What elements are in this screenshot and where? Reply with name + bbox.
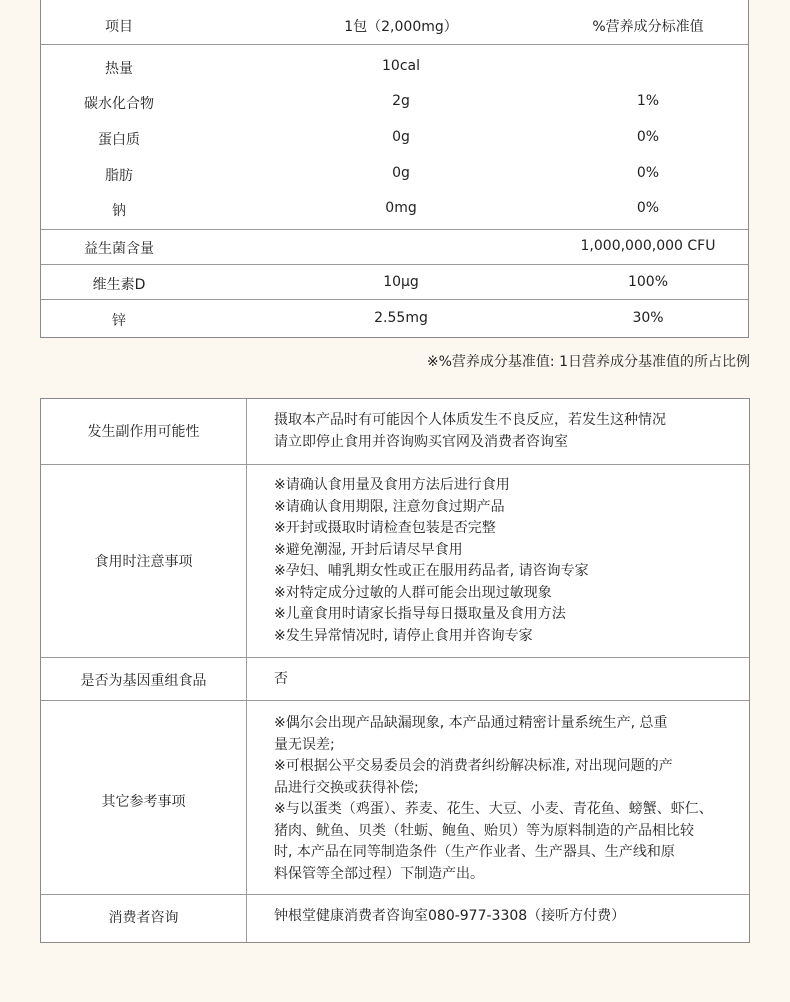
nutrient-name: 益生菌含量	[84, 241, 154, 257]
divider	[41, 229, 748, 230]
divider	[41, 894, 749, 895]
nutrient-dv: 1,000,000,000 CFU	[580, 238, 716, 254]
header-item: 项目	[105, 19, 133, 35]
text-line: 品进行交换或获得补偿;	[274, 779, 419, 796]
text-line: ※请确认食用量及食用方法后进行食用	[274, 477, 510, 493]
text-line: ※与以蛋类（鸡蛋）、荞麦、花生、大豆、小麦、青花鱼、螃蟹、虾仁、	[274, 801, 713, 817]
nutrient-amount: 0g	[392, 165, 410, 181]
nutrient-amount: 10μg	[383, 274, 419, 290]
nutrient-amount: 2.55mg	[374, 310, 428, 326]
nutrient-dv: 0%	[636, 200, 660, 216]
nutrient-amount: 10cal	[382, 58, 420, 74]
nutrient-dv: 100%	[627, 274, 669, 290]
text-line: ※孕妇、哺乳期女性或正在服用药品者, 请咨询专家	[274, 563, 589, 579]
nutrient-name: 锌	[112, 313, 126, 329]
divider	[41, 464, 749, 465]
side-effects-label: 发生副作用可能性	[87, 424, 200, 440]
nutrient-amount: 2g	[392, 93, 410, 109]
consumer-label: 消费者咨询	[108, 910, 179, 926]
text-line: ※可根据公平交易委员会的消费者纠纷解决标准, 对出现问题的产	[274, 758, 673, 774]
text-line: 量无误差;	[274, 736, 335, 753]
nutrient-name: 维生素D	[92, 277, 146, 293]
text-line: ※避免潮湿, 开封后请尽早食用	[274, 541, 463, 558]
text-line: 时, 本产品在同等制造条件（生产作业者、生产器具、生产线和原	[274, 844, 675, 860]
text-line: ※发生异常情况时, 请停止食用并咨询专家	[274, 627, 533, 644]
column-divider	[246, 399, 247, 942]
text-line: 猪肉、鱿鱼、贝类（牡蛎、鲍鱼、贻贝）等为原料制造的产品相比较	[274, 822, 694, 839]
nutrient-name: 蛋白质	[98, 132, 140, 148]
divider	[41, 264, 748, 265]
nutrient-dv: 1%	[636, 93, 660, 109]
text-line: ※儿童食用时请家长指导每日摄取量及食用方法	[274, 606, 566, 622]
precautions-text	[274, 475, 724, 647]
gmo-label: 是否为基因重组食品	[80, 673, 207, 689]
nutrient-name: 钠	[112, 203, 126, 219]
text-line: 料保管等全部过程）下制造产出。	[274, 865, 484, 882]
text-line: ※请确认食用期限, 注意勿食过期产品	[274, 498, 505, 515]
consumer-value: 钟根堂健康消费者咨询室080-977-3308（接听方付费）	[274, 908, 626, 924]
nutrient-dv: 30%	[632, 310, 664, 326]
divider	[41, 657, 749, 658]
nutrition-table	[40, 0, 749, 338]
nutrient-dv: 0%	[636, 165, 660, 181]
nutrient-name: 碳水化合物	[84, 96, 154, 112]
nutrient-amount: 0mg	[385, 200, 417, 216]
header-dv: %营养成分标准值	[592, 19, 704, 35]
precautions-label: 食用时注意事项	[94, 554, 193, 570]
side-effects-text	[274, 410, 724, 453]
text-line: 摄取本产品时有可能因个人体质发生不良反应，若发生这种情况	[274, 412, 666, 428]
divider	[41, 700, 749, 701]
other-label: 其它参考事项	[101, 794, 186, 810]
divider	[41, 44, 748, 45]
info-table	[40, 398, 750, 943]
nutrient-amount: 0g	[392, 129, 410, 145]
other-text	[274, 713, 724, 885]
gmo-value: 否	[274, 671, 288, 687]
text-line: ※开封或摄取时请检查包装是否完整	[274, 520, 496, 536]
text-line: ※对特定成分过敏的人群可能会出现过敏现象	[274, 584, 552, 601]
nutrient-dv: 0%	[636, 129, 660, 145]
nutrient-name: 热量	[105, 61, 133, 77]
footnote: ※%营养成分基准值: 1日营养成分基准值的所占比例	[426, 354, 750, 370]
text-line: 请立即停止食用并咨询购买官网及消费者咨询室	[274, 433, 568, 450]
nutrient-name: 脂肪	[105, 168, 133, 184]
header-amount: 1包（2,000mg）	[344, 19, 458, 35]
text-line: ※偶尔会出现产品缺漏现象, 本产品通过精密计量系统生产, 总重	[274, 715, 668, 731]
divider	[41, 299, 748, 300]
